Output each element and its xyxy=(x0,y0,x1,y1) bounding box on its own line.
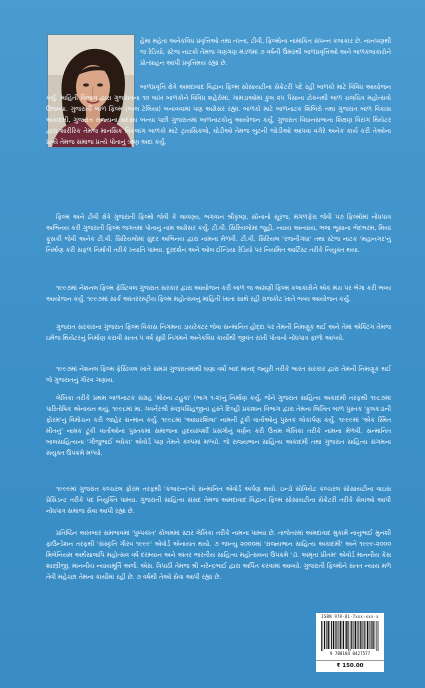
bio-paragraph-9 xyxy=(46,528,391,583)
bio-paragraph-2-text: બાળપ્રવૃત્તિ ક્ષેત્રે અમદાવાદ વિદ્વાન ફિલ્મ સોસાયટીના સેક્રેટરી પદે રહી બાળકો માટે વિવિધ આયોજન કર્યું. માહિતી વિભાગ દ્વારા ગુજરાતના ૧૦ લાખ બાળકોને વિવિધ શહેરોમાં, ગામડાઓમાં કુલ ૨૫ પૈસાના ટોકનથી બાળ ચલચિત્ર મહોત્સવો ઉજવ્યા. ગુજરાતી બાળ ફિલ્મ (બાલ ટેલિયા) બનાવવામાં પણ અગ્રેસર રહ્યા. બાળકો માટે બાળનાટક શિબિરો તથા ગુજરાત બાળ વિકાસ અકાદમી, ગુજરાત રાજ્યના સદસ્ય બન્યા પછી ગુજરાતમાં બાળનાટકોનું આયોજન કર્યું. ગુજરાત વિધાનસભાના શિક્ષણ વિરાગ થિયેટર દ્વારા શારીરિક તેમજ માનસિક વિકલાંગ બાળકો માટે ટ્રાયસિકલો, ઘોડીઓ તેમજ બુટની જોડીઓ આપવા વગેરે અનેક કાર્ય કરી તેઓના પ્રત્યે તેમજ સમાજ પ્રત્યે પોતાનું ઋણ અદા કર્યું. xyxy=(46,84,391,147)
bio-paragraph-4 xyxy=(46,283,391,305)
bio-paragraph-8 xyxy=(46,484,391,517)
bio-paragraph-3-text: ફિલ્મ અને ટીવી ક્ષેત્રે ગુજરાતી ફિલ્મો જેવી કે લાવણ્ય, ભગવાન શ્રીકૃષ્ણ, સોનાનો સૂરજ, મંગળફેરા જેવી ૫૭ ફિલ્મોમાં નોંધપાત્ર અભિનય કરી ગુજરાતી ફિલ્મ જગતમાં પોતાનું નામ અગ્રેસર કર્યું. ટી.વી. સિરિયલોમાં જૂહી, ન્યાય અન્યાય, ભલા ભૂસાના ભેદભરમ, મિયાં ફૂસકી જેવી અનેક ટી.વી. સિરિયલોમાં સુંદર અભિનય દ્વારા નામના મેળવી. ટી.વી. સિરિયલ 'રજનીગંધા' તથા સ્ટેજ નાટક 'મહાનગર'નું નિર્માણ કરી સફળ નિર્માત્રી તરીકે ખ્યાતિ પામ્યા. દૂરદર્શન અને ઓલ ઈન્ડિયા રેડિયો પર નિયમિત આર્ટિસ્ટ તરીકે નિયુક્ત થયા. xyxy=(46,214,391,255)
isbn-text: ISBN 978-81-7xxx-xxx-x xyxy=(321,614,379,619)
bio-paragraph-5-text: ગુજરાત સરકારના ગુજરાત ફિલ્મ વિકાસ નિગમના ડાયરેક્ટર જેવા સન્માનિત હોદ્દા પર તેમની નિમણૂક થઈ અને તેમાં એક્ટિંગ તેમજ ઇમેજ થિયેટરનું નિર્માણ કરાવી સતત ૫ વર્ષ સુધી નિગમને અનેકવિધ કાર્યોથી જીવંત રાખી પોતાનો નોંધપાત્ર ફાળો આપ્યો. xyxy=(46,324,391,343)
bio-paragraph-6 xyxy=(46,364,391,386)
barcode-label xyxy=(316,613,384,671)
bio-paragraph-8-text: ૧૯૯૯માં ગુજરાત કલ્ચરલ ફોરમ તરફથી 'કલારત્ન'નો સન્માનિત એવોર્ડ અર્પણ થયો. ઇન્ડો સોવિયેટ કલ્ચરલ સોસાયટીના વાઇસ પ્રેસિડન્ટ તરીકે પદ નિયુક્તિ પામ્યા. ગુજરાતી સાહિત્ય સંસદ તેમજ અમદાવાદ વિદ્વાન ફિલ્મ સોસાયટીના સેક્રેટરી તરીકે સેવાઓ આપી નોંધપાત્ર સમાજ સેવા આપી રહ્યા છે. xyxy=(46,486,391,516)
bio-paragraph-6-text: ૧૯૯૭માં નેશનલ ફિલ્મ ફેસ્ટિવલ ખાતે સમગ્ર ગુજરાતમાંથી ઘણા વર્ષો બાદ માનદ્ જ્યુરી તરીકે ભારત સરકાર દ્વારા તેમની નિમણૂક થઈ જે ગુજરાતનું ગૌરવ ગણાય. xyxy=(46,366,391,385)
bio-paragraph-7-text: લેખિકા તરીકે પ્રથમ બાળનાટક સંગ્રહ 'મોરના ટહુકા' (ભાગ ૧-૨)નું નિર્માણ કર્યું, જેને ગુજરાત સાહિત્ય અકાદમી તરફથી ૧૯૮૭માં પારિતોષિક એનાયત થયું, ૧૯૯૮માં મા. ગવર્નરશ્રી સ્વરૂપસિંહજીના હસ્તે દિલ્હી પ્રકાશન વિભાગ દ્વારા તેમના લિખિત બાળ પુસ્તક 'ફુલકડાંની ફોરમ'નું વિમોચન કરી જાહેર સન્માન કર્યું. ૧૯૯૮માં 'આધારશિલા' નામની ટૂંકી વાર્તાઓનું પુસ્તક લોકાર્પણ કર્યું. ૧૯૯૯માં 'એક સ્મિત મીતનું' નામક ટૂંકી વાર્તાઓના પુસ્તકમાં સમાજના હૃદયસ્પર્શી પ્રસંગોનું વર્ણન કરી ઉત્તમ લેખિકા તરીકે નામના મેળવી. સન્માનિત બાલસાહિત્યના 'ગીજુભાઈ બધેકા' એવોર્ડ પણ તેમને કલ્પમાં મળ્યો. જે રાજ્યભાન સાહિત્ય અકાદમી તથા ગુજરાત સાહિત્ય સંગમના સંયુક્ત ઉપક્રમે મળ્યો. xyxy=(46,395,391,458)
barcode-digits: 9 788184 0427577 xyxy=(329,651,371,656)
bio-paragraph-1 xyxy=(140,36,391,69)
bio-paragraph-4-text: ૧૯૯૭માં નેશનલ ફિલ્મ ફેસ્ટિવલ ગુજરાત સરકાર દ્વારા આયોજન કરી બાળ જ અગ્રણી ફિલ્મ કલાકારોને એક મંચ પર ભેગા કરી ભવ્ય આયોજન કર્યું. ૧૯૯૭માં સાર્ક આંતરરાષ્ટ્રીય ફિલ્મ મહોત્સવનું માહિતી ખાતા સાથે રહી રાજકોટ ખાતે ભવ્ય આયોજન કર્યું. xyxy=(46,285,391,304)
bio-paragraph-5 xyxy=(46,322,391,344)
bio-paragraph-1-text: હેમા મહેતા અનેકવિધ પ્રવૃત્તિઓ તથા તખ્તા, ટીવી, ફિલ્મોના નામાંકિત સંપન્ન કલાકાર છે. નાનપણથી જ રેડિયો, સ્ટેજ નાટકો તેમજ ગણગણ મંડળમાં ૭ વર્ષની ઉંમરથી બાળપ્રવૃત્તિઓ અને બાળકલાકારોને પ્રોત્સાહન આપી પ્રવૃત્તિમય રહ્યા છે. xyxy=(140,38,391,68)
bio-paragraph-2 xyxy=(46,82,391,149)
bio-paragraph-3 xyxy=(46,212,391,256)
barcode-icon xyxy=(320,621,380,651)
bio-paragraph-9-text: પ્રતિષ્ઠિત અખબાર સમભાવમાં 'પુષ્પકાંત' કોલમમાં સ્ટાર લેખિકા તરીકે નામના પામ્યા છે. તાજેતરમાં અમદાવાદ મુકામે નાનુભાઈ મુનશી ફાઉન્ડેશન તરફથી 'સંસ્કૃતિ ગૌરવ ૧૯૯૯' એવોર્ડ એનાયત થયો. ૭ જાન્યુ ૨૦૦૦માં 'રાજ્યભાન સાહિત્ય અકાદમી' અને ૧૯૯૯-૨૦૦૦ મિલેનિયમ અર્થસાલાપિ મહોત્સવ વર્ષ દરમ્યાન અને અંતર ભારતીય સાહિત્ય મહોત્સવના ઉપક્રમે 'ડૉ. અમૃતા પ્રીતમ' એવોર્ડ માનનીય કેસ શાસ્ત્રીજી, માનનીય ન્યાયમૂર્તિ અર્જ. એસ. ત્રિપાઠી તેમજ શ્રી નરેન્દ્રભાઈ દ્વારા અર્પિત કરવામાં આવ્યો. ગુજરાતી ફિલ્મોને સતત ન્યાય મળે તેવી મહેચ્છા તેમના કાર્યોમાં રહી છે. ૭ વર્ષથી તેઓ સેવા આપી રહ્યા છે. xyxy=(46,530,391,582)
bio-paragraph-7 xyxy=(46,393,391,460)
price-label: ₹ 150.00 xyxy=(316,660,384,672)
